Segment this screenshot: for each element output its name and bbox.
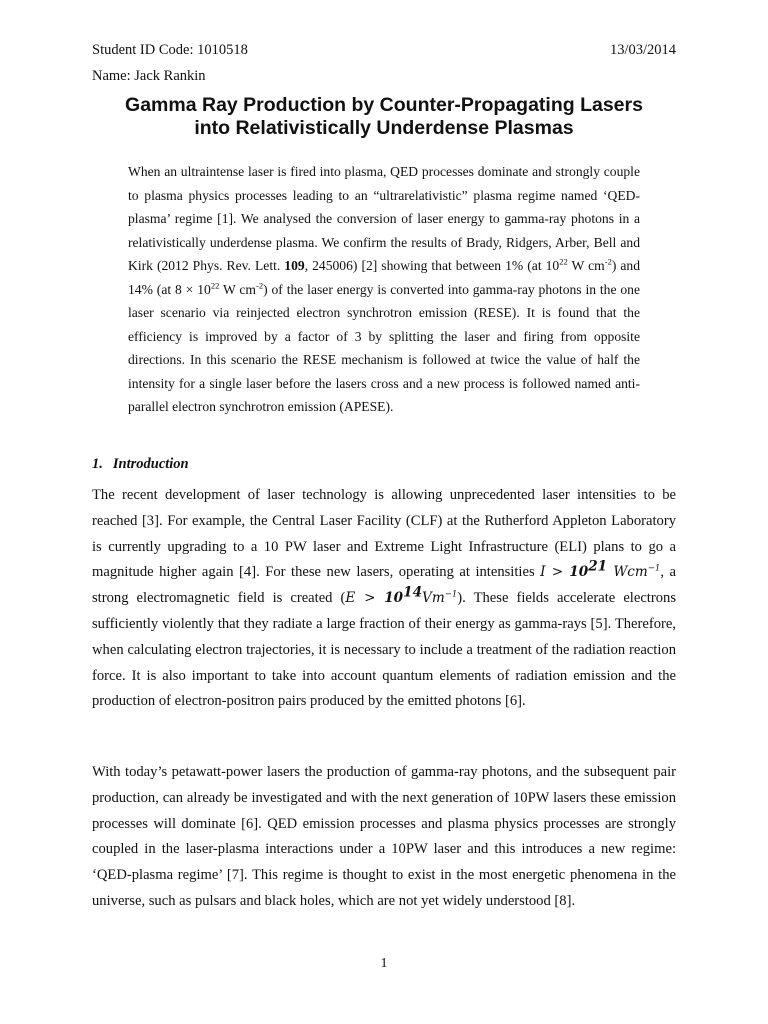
section-number: 1. [92, 456, 103, 472]
header-row [92, 42, 676, 59]
section-heading [92, 456, 189, 473]
abstract: When an ultraintense laser is fired into plasma, QED processes dominate and strongly couple to plasma physics processes leading to an “ultrarelativistic” plasma regime named ‘QED-plasma’ regime [1]. We analysed the conversion of laser energy to gamma-ray photons in a relativistically underdense plasma. We confirm the results of Brady, Ridgers, Arber, Bell and Kirk (2012 Phys. Rev. Lett. 109, 245006) [2] showing that between 1% (at $10^{22}$ W $cm^{-2}$) and 14% (at $8 \times 10^{22}$ W $cm^{-2}$) of the laser energy is converted into gamma-ray photons in the one laser scenario via reinjected electron synchrotron emission (RESE). It is found that the efficiency is improved by a factor of 3 by splitting the laser and firing from opposite directions. In this scenario the RESE mechanism is followed at twice the value of half the intensity for a single laser before the lasers cross and a new process is followed named anti-parallel electron synchrotron emission (APESE). [128, 164, 641, 414]
student-id: Student ID Code: 1010518 [92, 42, 248, 58]
date: 13/03/2014 [609, 42, 676, 58]
intro-paragraph-1: The recent development of laser technology is allowing unprecedented laser intensities to be reached [3]. For example, the Central Laser Facility (CLF) at the Rutherford Appleton Laboratory is currently upgrading to a 10 PW laser and Extreme Light Infrastructure (ELI) plans to go a magnitude higher again [4]. For these new lasers, operating at intensities $I > 10^{21}$ Wcm$^{-1}$, a strong electromagnetic field is created $(E > 10^{14}Vm^{-1})$. These fields accelerate electrons sufficiently violently that they radiate a large fraction of their energy as gamma-rays [5]. Therefore, when calculating electron trajectories, it is necessary to include a treatment of the radiation reaction force. It is also important to take into account quantum elements of radiation emission and the production of electron-positron pairs produced by the emitted photons [6]. [92, 487, 676, 710]
page-number: 1 [380, 956, 388, 971]
section-title: Introduction [112, 456, 189, 472]
title-line-1: Gamma Ray Production by Counter-Propagating Lasers [125, 94, 643, 116]
intro-paragraph-2: With today’s petawatt-power lasers the production of gamma-ray photons, and the subsequent pair production, can already be investigated and with the next generation of 10PW lasers these emission processes will dominate [6]. QED emission processes and plasma physics processes are strongly coupled in the laser-plasma interactions under a 10PW laser and this introduces a new regime: ‘QED-plasma regime’ [7]. This regime is thought to exist in the most energetic phenomena in the universe, such as pulsars and black holes, which are not yet widely understood [8]. [92, 764, 676, 909]
student-name: Name: Jack Rankin [92, 68, 206, 84]
math-field: $E > 10^{14}Vm^{-1}$ [345, 584, 458, 607]
volume-number: 109 [284, 258, 305, 273]
title-line-2: into Relativistically Underdense Plasmas [194, 117, 574, 139]
math-intensity: $I > 10^{21}$ Wcm$^{-1}$ [540, 558, 661, 581]
paper-title [92, 94, 676, 140]
